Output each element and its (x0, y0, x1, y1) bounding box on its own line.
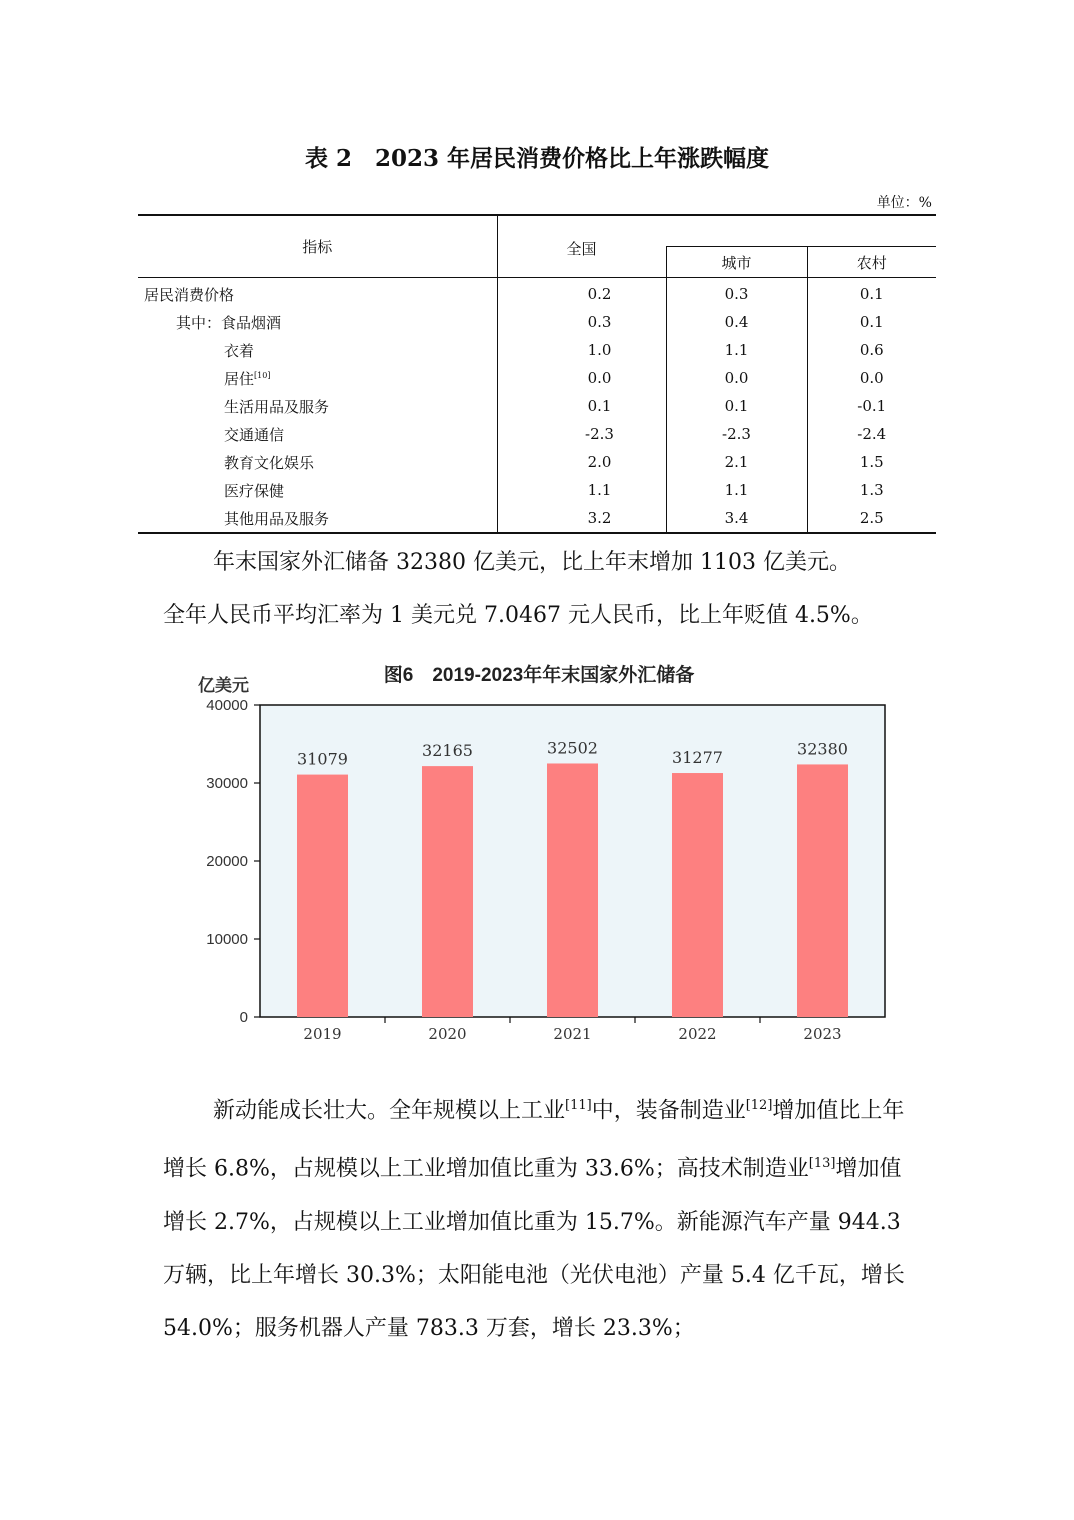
new-energy-paragraph (163, 1079, 913, 1355)
bar-value-label: 32165 (422, 741, 473, 761)
row-national (497, 420, 666, 448)
header-urban: 城市 (666, 247, 807, 278)
bar (297, 775, 348, 1017)
bar (672, 773, 723, 1017)
x-tick-label: 2022 (678, 1025, 717, 1043)
row-urban (666, 364, 807, 392)
row-name (138, 364, 497, 392)
row-national (497, 278, 666, 309)
table-row (138, 448, 936, 476)
row-rural-text: 0.0 (859, 369, 884, 387)
x-tick-label: 2021 (553, 1025, 592, 1043)
row-rural-text: 0.1 (859, 313, 884, 331)
bar-value-label: 31079 (297, 749, 348, 769)
table-row (138, 476, 936, 504)
y-tick-label: 40000 (206, 697, 248, 714)
row-name (138, 448, 497, 476)
row-national (497, 364, 666, 392)
footnote-ref-12: [12] (745, 1098, 773, 1113)
forex-paragraph (163, 536, 913, 642)
row-urban (666, 420, 807, 448)
row-rural (807, 420, 936, 448)
row-urban (666, 278, 807, 309)
bar (797, 764, 848, 1017)
x-tick-label: 2020 (428, 1025, 467, 1043)
row-urban (666, 392, 807, 420)
header-national: 全国 (497, 215, 666, 278)
row-urban-text: 0.0 (724, 369, 749, 387)
row-national-text: 1.1 (587, 481, 612, 499)
row-rural-text: -0.1 (857, 397, 887, 415)
row-rural (807, 308, 936, 336)
row-name-text: 居民消费价格 (144, 285, 235, 304)
y-tick-label: 10000 (206, 931, 248, 948)
row-rural (807, 448, 936, 476)
header-indicator: 指标 (138, 215, 497, 278)
row-national (497, 392, 666, 420)
row-national (497, 504, 666, 533)
table-row (138, 336, 936, 364)
table-row (138, 420, 936, 448)
row-national-text: 2.0 (587, 453, 612, 471)
row-urban-text: -2.3 (722, 425, 751, 443)
row-rural (807, 504, 936, 533)
forex-line-2: 全年人民币平均汇率为 1 美元兑 7.0467 元人民币，比上年贬值 4.5%。 (163, 603, 873, 628)
row-urban (666, 504, 807, 533)
x-tick-label: 2019 (303, 1025, 342, 1043)
row-name-text: 交通通信 (224, 425, 285, 444)
row-urban-text: 0.1 (724, 397, 749, 415)
row-rural-text: -2.4 (857, 425, 887, 443)
x-tick-label: 2023 (803, 1025, 842, 1043)
text-segment-2: 中，装备制造业 (591, 1098, 746, 1124)
table-row (138, 308, 936, 336)
footnote-ref-11: [11] (565, 1098, 592, 1113)
row-rural-text: 2.5 (859, 509, 884, 527)
row-name-text: 生活用品及服务 (224, 397, 330, 416)
text-segment-4: 增加值增长 2.7%，占规模以上工业增加值比重为 15.7%。新能源汽车产量 944.3 万辆，比上年增长 30.3%；太阳能电池（光伏电池）产量 5.4 亿千瓦，增长 54.0%；服务机器人产量 783.3 万套，增长 23.3%； (163, 1156, 905, 1341)
table-row (138, 364, 936, 392)
bar-value-label: 31277 (672, 748, 723, 768)
row-name-text: 衣着 (224, 341, 255, 360)
row-national (497, 448, 666, 476)
unit-label: 单位：% (876, 195, 932, 211)
row-national-text: 0.1 (587, 397, 612, 415)
row-name (138, 278, 497, 309)
header-rural: 农村 (807, 247, 936, 278)
row-rural (807, 364, 936, 392)
chart-svg (178, 653, 900, 1053)
row-rural (807, 476, 936, 504)
row-national (497, 476, 666, 504)
row-name (138, 504, 497, 533)
row-rural-text: 0.6 (859, 341, 884, 359)
row-urban-text: 0.3 (724, 285, 749, 303)
row-urban-text: 3.4 (724, 509, 749, 527)
row-urban (666, 448, 807, 476)
forex-line-1: 年末国家外汇储备 32380 亿美元，比上年末增加 1103 亿美元。 (213, 550, 851, 575)
row-name-text: 医疗保健 (224, 481, 285, 500)
row-national-text: 1.0 (587, 341, 612, 359)
row-name (138, 392, 497, 420)
row-name (138, 308, 497, 336)
table-title: 表 2 2023 年居民消费价格比上年涨跌幅度 (304, 145, 770, 172)
row-urban-text: 1.1 (724, 481, 749, 499)
footnote-ref-13: [13] (808, 1156, 836, 1172)
row-national (497, 308, 666, 336)
price-change-table (138, 214, 936, 534)
row-urban-text: 0.4 (724, 313, 749, 331)
row-rural-text: 0.1 (859, 285, 884, 303)
y-tick-label: 20000 (206, 853, 248, 870)
table-row (138, 504, 936, 533)
row-name (138, 336, 497, 364)
text-segment-1: 新动能成长壮大。全年规模以上工业 (213, 1098, 566, 1124)
row-national-text: 0.3 (587, 313, 612, 331)
row-name (138, 420, 497, 448)
row-national (497, 336, 666, 364)
row-national-text: 0.2 (587, 285, 612, 303)
row-national-text: 3.2 (587, 509, 612, 527)
bar (547, 763, 598, 1017)
row-urban (666, 308, 807, 336)
row-urban (666, 336, 807, 364)
row-name-text: 其中：食品烟酒 (176, 313, 282, 332)
chart-y-unit: 亿美元 (198, 676, 249, 695)
forex-reserve-chart (178, 653, 900, 1053)
row-footnote: [10] (254, 370, 271, 380)
row-rural (807, 336, 936, 364)
y-tick-label: 0 (239, 1009, 248, 1026)
table-row (138, 278, 936, 309)
bar (422, 766, 473, 1017)
row-national-text: 0.0 (587, 369, 612, 387)
chart-title: 图6 2019-2023年年末国家外汇储备 (383, 665, 695, 686)
row-name-text: 教育文化娱乐 (224, 453, 315, 472)
y-tick-label: 30000 (206, 775, 248, 792)
row-national-text: -2.3 (585, 425, 614, 443)
row-rural (807, 392, 936, 420)
bar-value-label: 32380 (797, 739, 848, 759)
new-energy-text (163, 1079, 913, 1355)
row-urban (666, 476, 807, 504)
row-rural-text: 1.3 (859, 481, 884, 499)
bar-value-label: 32502 (547, 738, 598, 758)
row-urban-text: 1.1 (724, 341, 749, 359)
row-rural (807, 278, 936, 309)
row-name-text: 其他用品及服务 (224, 509, 330, 528)
row-rural-text: 1.5 (859, 453, 884, 471)
header-group-spacer (666, 215, 936, 247)
table-row (138, 392, 936, 420)
text-segment-3: 增加值比上年增长 6.8%，占规模以上工业增加值比重为 33.6%；高技术制造业 (163, 1098, 905, 1182)
row-name (138, 476, 497, 504)
row-urban-text: 2.1 (724, 453, 749, 471)
row-name-text: 居住 (224, 369, 255, 388)
